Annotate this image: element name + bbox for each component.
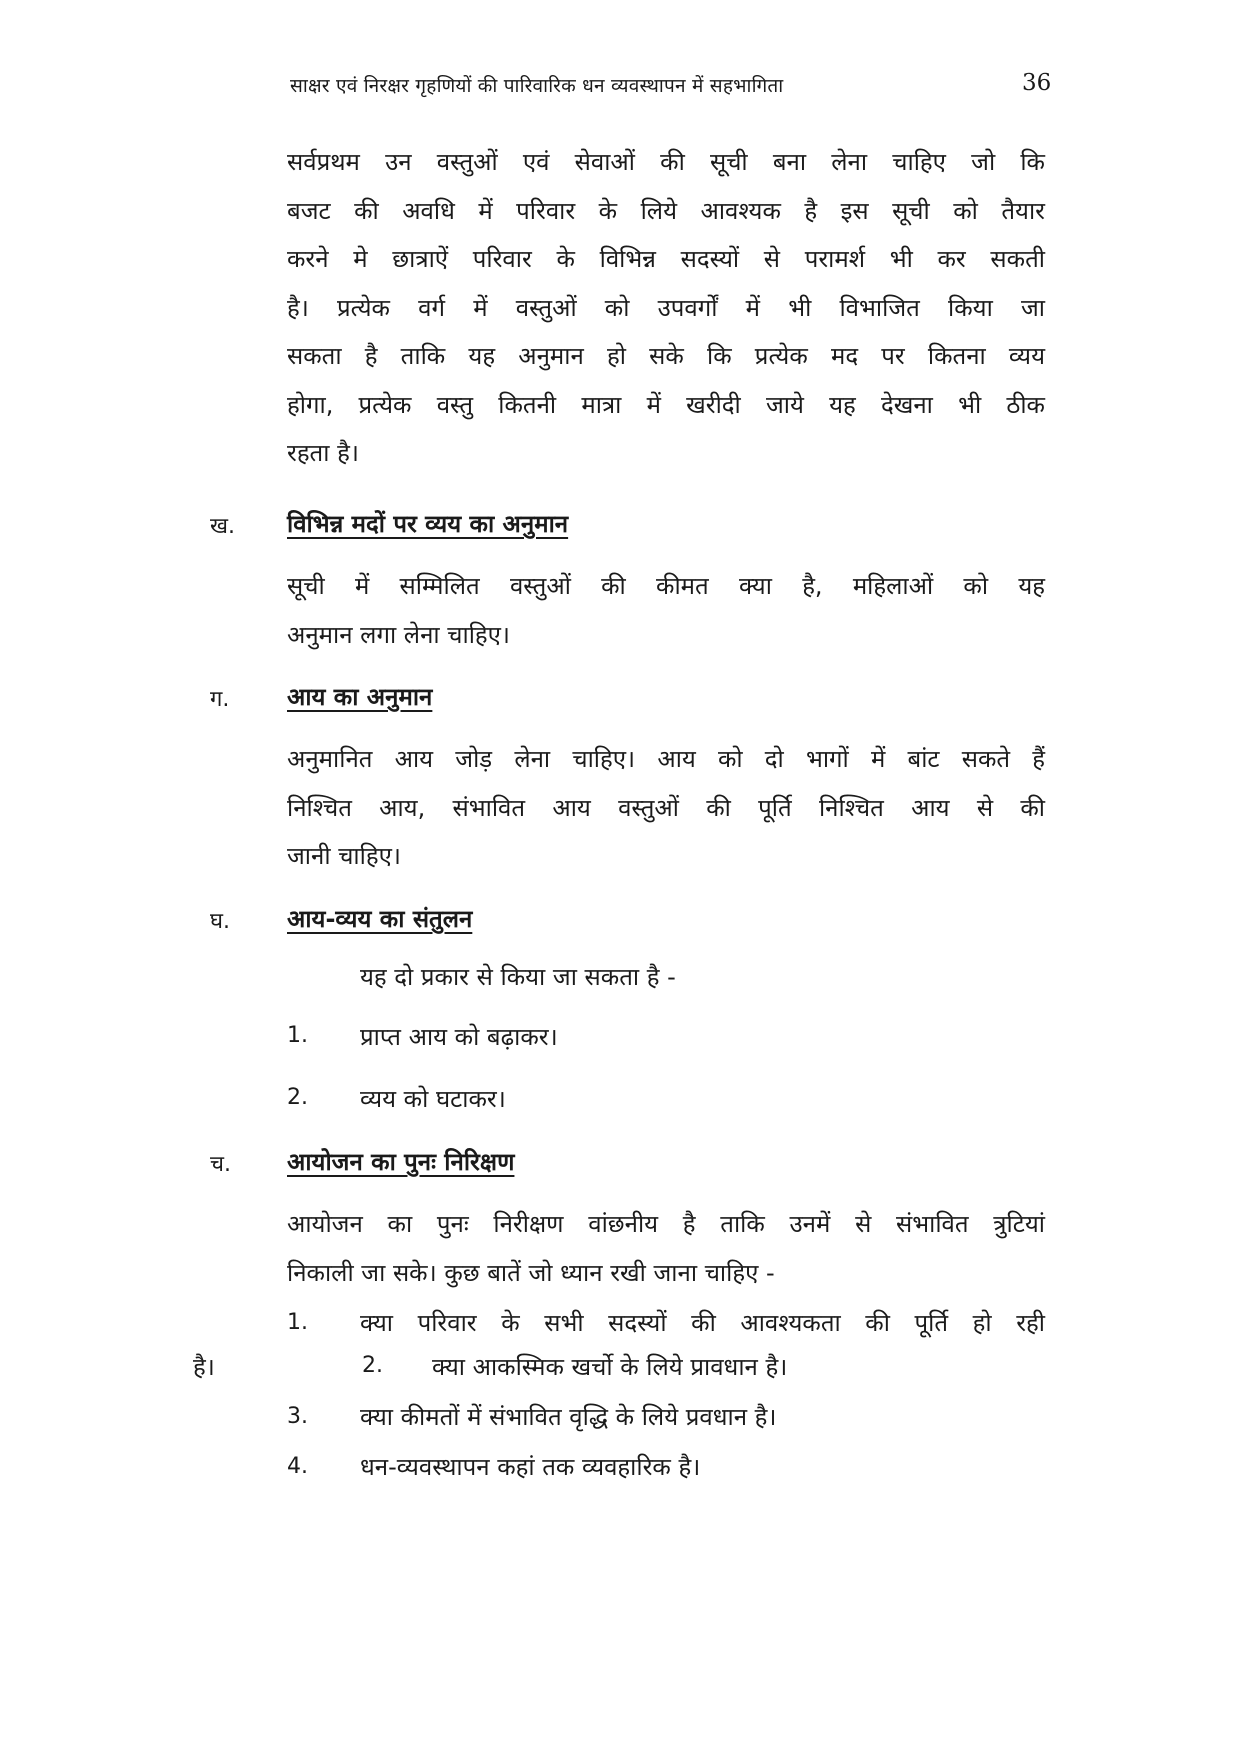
paragraph-line: अनुमानित आय जोड़ लेना चाहिए। आय को दो भागों में बांट सकते हैं: [287, 745, 1045, 773]
list-number: 2.: [287, 1085, 308, 1110]
paragraph-line: सूची में सम्मिलित वस्तुओं की कीमत क्या है, महिलाओं को यह: [287, 572, 1045, 600]
list-item: क्या परिवार के सभी सदस्यों की आवश्यकता की पूर्ति हो रही: [360, 1309, 1045, 1337]
paragraph-line: निश्चित आय, संभावित आय वस्तुओं की पूर्ति निश्चित आय से की: [287, 793, 1045, 822]
paragraph-line: रहता है।: [287, 439, 359, 467]
section-paragraph: [287, 562, 1045, 659]
section-heading: आयोजन का पुनः निरिक्षण: [287, 1148, 515, 1176]
section-heading: आय का अनुमान: [287, 683, 433, 711]
running-header: साक्षर एवं निरक्षर गृहणियों की पारिवारिक धन व्यवस्थापन में सहभागिता: [290, 75, 784, 97]
list-item: क्या आकस्मिक खर्चो के लिये प्रावधान है।: [432, 1353, 788, 1381]
paragraph-line: अनुमान लगा लेना चाहिए।: [287, 620, 511, 649]
list-item: धन-व्यवस्थापन कहां तक व्यवहारिक है।: [360, 1453, 701, 1481]
list-number: 3.: [287, 1404, 308, 1429]
section-marker: च.: [210, 1152, 231, 1177]
page-number: 36: [1022, 70, 1052, 96]
paragraph-line: निकाली जा सके। कुछ बातें जो ध्यान रखी जाना चाहिए -: [287, 1258, 775, 1287]
list-number: 4.: [287, 1454, 308, 1479]
section-intro: यह दो प्रकार से किया जा सकता है -: [360, 963, 676, 991]
list-item: व्यय को घटाकर।: [360, 1085, 506, 1113]
section-heading: विभिन्न मदों पर व्यय का अनुमान: [287, 510, 569, 538]
list-number: 2.: [362, 1353, 383, 1378]
section-paragraph: [287, 735, 1045, 881]
list-item: क्या कीमतों में संभावित वृद्धि के लिये प्रवधान है।: [360, 1403, 777, 1431]
paragraph-line: सर्वप्रथम उन वस्तुओं एवं सेवाओं की सूची बना लेना चाहिए जो कि: [287, 148, 1045, 176]
list-number: 1.: [287, 1023, 308, 1048]
paragraph-line: है। प्रत्येक वर्ग में वस्तुओं को उपवर्गों में भी विभाजित किया जा: [287, 293, 1045, 322]
paragraph-line: बजट की अवधि में परिवार के लिये आवश्यक है इस सूची को तैयार: [287, 196, 1045, 225]
list-number: 1.: [287, 1310, 308, 1335]
section-paragraph: [287, 1200, 1045, 1297]
paragraph-line: आयोजन का पुनः निरीक्षण वांछनीय है ताकि उनमें से संभावित त्रुटियां: [287, 1210, 1045, 1238]
intro-paragraph: [287, 138, 1045, 478]
paragraph-line: करने मे छात्राऐं परिवार के विभिन्न सदस्यों से परामर्श भी कर सकती: [287, 245, 1045, 273]
section-heading: आय-व्यय का संतुलन: [287, 905, 473, 933]
paragraph-line: होगा, प्रत्येक वस्तु कितनी मात्रा में खरीदी जाये यह देखना भी ठीक: [287, 390, 1045, 419]
paragraph-line: सकता है ताकि यह अनुमान हो सके कि प्रत्येक मद पर कितना व्यय: [287, 342, 1045, 370]
section-marker: ग.: [210, 687, 230, 712]
section-marker: घ.: [210, 909, 230, 934]
list-item: प्राप्त आय को बढ़ाकर।: [360, 1023, 558, 1051]
list-item-continuation: है।: [193, 1353, 215, 1381]
paragraph-line: जानी चाहिए।: [287, 842, 401, 870]
section-marker: ख.: [210, 514, 235, 539]
